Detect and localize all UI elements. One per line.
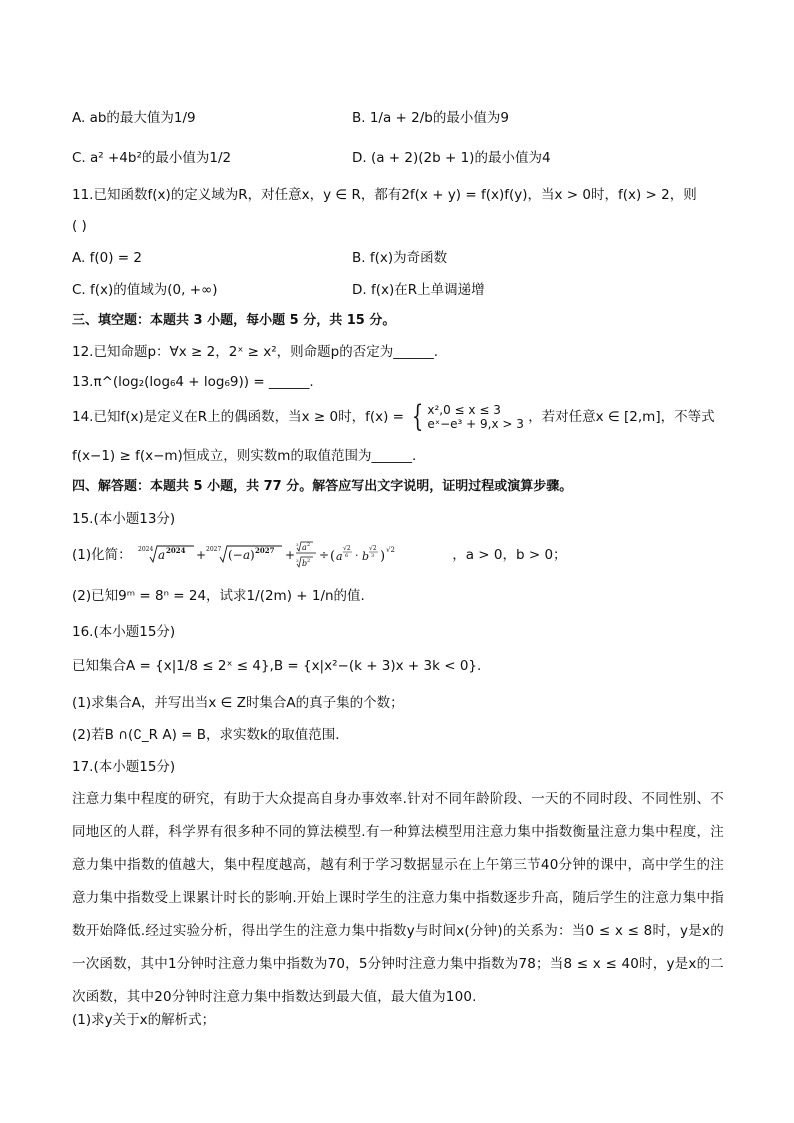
q10-option-b: B. 1/a + 2/b的最小值为9 [352,110,509,126]
q13-text: 13.π^(log₂(log₆4 + log₆9)) = ______. [72,374,314,390]
q17-body: 注意力集中程度的研究，有助于大众提高自身办事效率.针对不同年龄阶段、一天的不同时段、不同性别、不同地区的人群，科学界有很多种不同的算法模型.有一种算法模型用注意力集中指数衡量注意力集中程度，注意力集中指数的值越大，集中程度越高，越有利于学习数据显示在上午第三节40分钟的课中，高中学生的注意力集中指数受上课累计时长的影响.开始上课时学生的注意力集中指数逐步升高，随后学生的注意力集中指数开始降低.经过实验分析，得出学生的注意力集中指数y与时间x(分钟)的关系为：当0 ≤ x ≤ 8时，y是x的一次函数，其中1分钟时注意力集中指数为70，5分钟时注意力集中指数为78；当8 ≤ x ≤ 40时，y是x的二次函数，其中20分钟时注意力集中指数达到最大值，最大值为100. [72,791,724,1005]
svg-text:÷: ÷ [318,548,329,562]
svg-text:√2: √2 [385,546,395,554]
svg-text:b: b [301,559,308,568]
q10-option-c: C. a² +4b²的最小值为1/2 [72,150,232,166]
q10-option-d: D. (a + 2)(2b + 1)的最小值为4 [352,150,551,166]
q10-row1 [72,108,732,128]
q15-title: 15.(本小题13分) [72,511,176,527]
q16-stem: 已知集合A = {x|1/8 ≤ 2ˣ ≤ 4},B = {x|x²−(k + 3)x + 3k < 0}. [72,658,482,674]
svg-text:a: a [301,543,307,552]
q11-option-a: A. f(0) = 2 [72,250,142,266]
q16-part2: (2)若B ∩(∁_R A) = B，求实数k的取值范围. [72,727,340,743]
svg-text:a: a [157,548,166,562]
svg-text:a: a [335,550,343,563]
svg-text:2: 2 [306,542,311,548]
q11-option-b: B. f(x)为奇函数 [352,250,448,266]
q15-part1-label: (1)化简： [72,547,132,563]
q10-row2 [72,148,732,168]
svg-text:6: 6 [344,553,349,559]
svg-text:√2: √2 [342,545,351,552]
q15-radical-expression [136,540,448,570]
q15-part1-condition: ，a > 0，b > 0； [452,547,567,563]
q16-part1: (1)求集合A，并写出当x ∈ Z时集合A的真子集的个数； [72,695,404,711]
q14-stem-start: 14.已知f(x)是定义在R上的偶函数，当x ≥ 0时，f(x) = [72,409,404,425]
q14-case-2: eˣ−e³ + 9,x > 3 [427,417,524,431]
svg-text:a: a [242,548,251,562]
q14-piecewise [408,399,524,434]
svg-text:3: 3 [295,542,299,547]
section-fill-in-heading: 三、填空题：本题共 3 小题，每小题 5 分，共 15 分。 [72,313,396,328]
q14-stem-end: ，若对任意x ∈ [2,m]，不等式 [528,409,715,425]
svg-text:b: b [361,550,369,563]
q17-title: 17.(本小题15分) [72,759,176,775]
svg-text:(−: (− [227,548,243,562]
svg-text:2024: 2024 [165,546,186,555]
svg-text:2024: 2024 [137,546,154,553]
svg-text:2027: 2027 [254,546,275,555]
svg-text:): ) [379,549,385,564]
q14-case-1: x²,0 ≤ x ≤ 3 [427,403,501,417]
q11-row2 [72,280,732,300]
svg-text:2027: 2027 [205,546,222,553]
svg-text:√2: √2 [368,545,377,552]
q15-part1 [72,540,732,570]
svg-text:+: + [284,548,295,562]
svg-text:·: · [354,549,359,562]
q11-row1 [72,248,732,268]
q16-title: 16.(本小题15分) [72,624,176,640]
svg-text:3: 3 [370,553,375,559]
brace-icon: { [412,399,424,434]
svg-text:+: + [195,548,206,562]
svg-text:(: ( [329,549,335,564]
q14-line1 [72,399,732,434]
q11-option-d: D. f(x)在R上单调递增 [352,282,485,298]
svg-text:): ) [249,548,255,562]
q14-line2: f(x−1) ≥ f(x−m)恒成立，则实数m的取值范围为______. [72,448,417,464]
q17-part1: (1)求y关于x的解析式； [72,1012,216,1028]
svg-text:2: 2 [306,558,311,564]
section-solution-heading: 四、解答题：本题共 5 小题，共 77 分。解答应写出文字说明，证明过程或演算步骤。 [72,479,573,494]
q11-stem: 11.已知函数f(x)的定义域为R，对任意x，y ∈ R，都有2f(x + y) = f(x)f(y)，当x > 0时，f(x) > 2，则 [72,187,697,203]
q10-option-a: A. ab的最大值为1/9 [72,110,196,126]
q12-text: 12.已知命题p：∀x ≥ 2，2ˣ ≥ x²，则命题p的否定为______. [72,344,438,360]
q11-answer-paren: ( ) [72,218,87,234]
svg-text:3: 3 [295,558,299,563]
q11-option-c: C. f(x)的值域为(0, +∞) [72,282,218,298]
q15-part2: (2)已知9ᵐ = 8ⁿ = 24，试求1/(2m) + 1/n的值. [72,588,365,604]
